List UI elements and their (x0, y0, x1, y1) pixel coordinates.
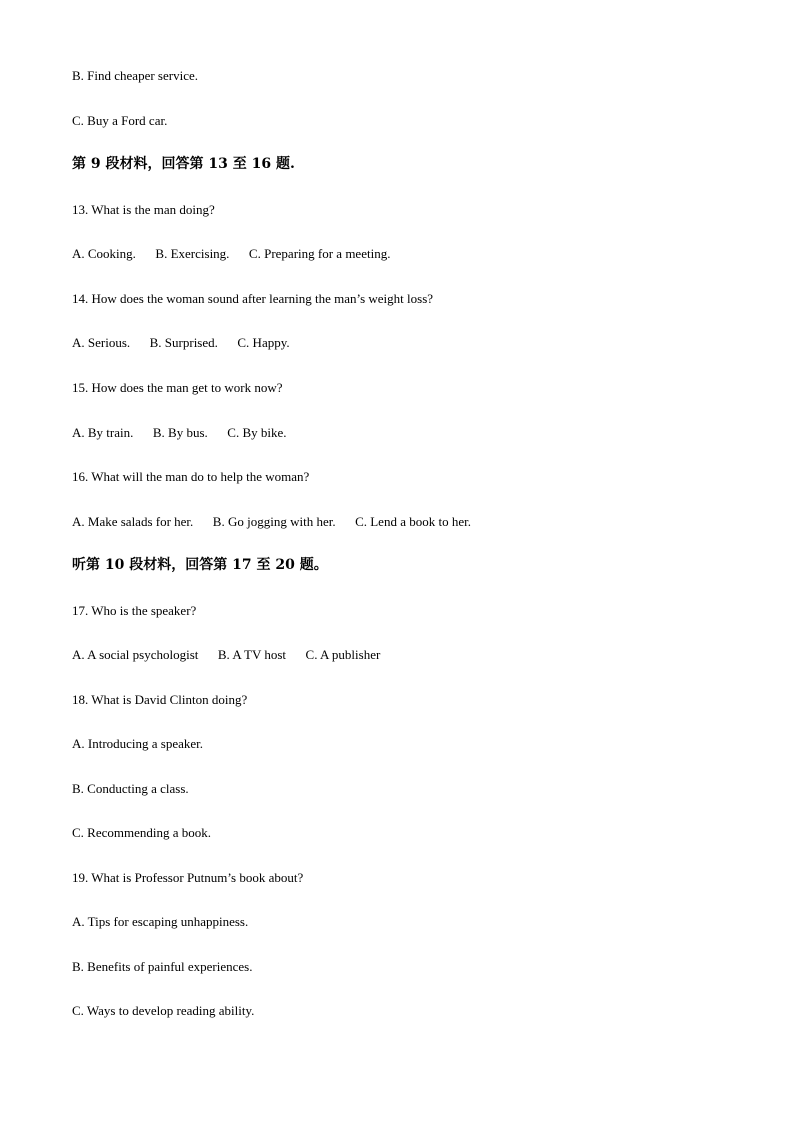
section-heading: 听第 10 段材料，回答第 17 至 20 题。 (72, 557, 328, 573)
option-text: A. Introducing a speaker. (72, 736, 204, 751)
option-text: B. Find cheaper service. (72, 68, 198, 83)
options-row: A. A social psychologist B. A TV host C. A publisher (72, 647, 381, 662)
options-row: A. Make salads for her. B. Go jogging with her. C. Lend a book to her. (72, 514, 471, 529)
question-text: 19. What is Professor Putnum’s book about? (72, 870, 304, 885)
option-text: B. Benefits of painful experiences. (72, 959, 253, 974)
option-text: C. Ways to develop reading ability. (72, 1003, 255, 1018)
question-text: 17. Who is the speaker? (72, 603, 197, 618)
section-heading: 第 9 段材料，回答第 13 至 16 题. (72, 156, 295, 172)
option-text: C. Recommending a book. (72, 825, 212, 840)
option-text: A. Tips for escaping unhappiness. (72, 914, 249, 929)
question-text: 14. How does the woman sound after learning the man’s weight loss? (72, 291, 434, 306)
question-text: 13. What is the man doing? (72, 202, 215, 217)
options-row: A. Serious. B. Surprised. C. Happy. (72, 335, 290, 350)
question-text: 15. How does the man get to work now? (72, 380, 283, 395)
options-row: A. By train. B. By bus. C. By bike. (72, 425, 287, 440)
options-row: A. Cooking. B. Exercising. C. Preparing for a meeting. (72, 246, 391, 261)
option-text: B. Conducting a class. (72, 781, 189, 796)
question-text: 16. What will the man do to help the woman? (72, 469, 310, 484)
option-text: C. Buy a Ford car. (72, 113, 168, 128)
question-text: 18. What is David Clinton doing? (72, 692, 248, 707)
